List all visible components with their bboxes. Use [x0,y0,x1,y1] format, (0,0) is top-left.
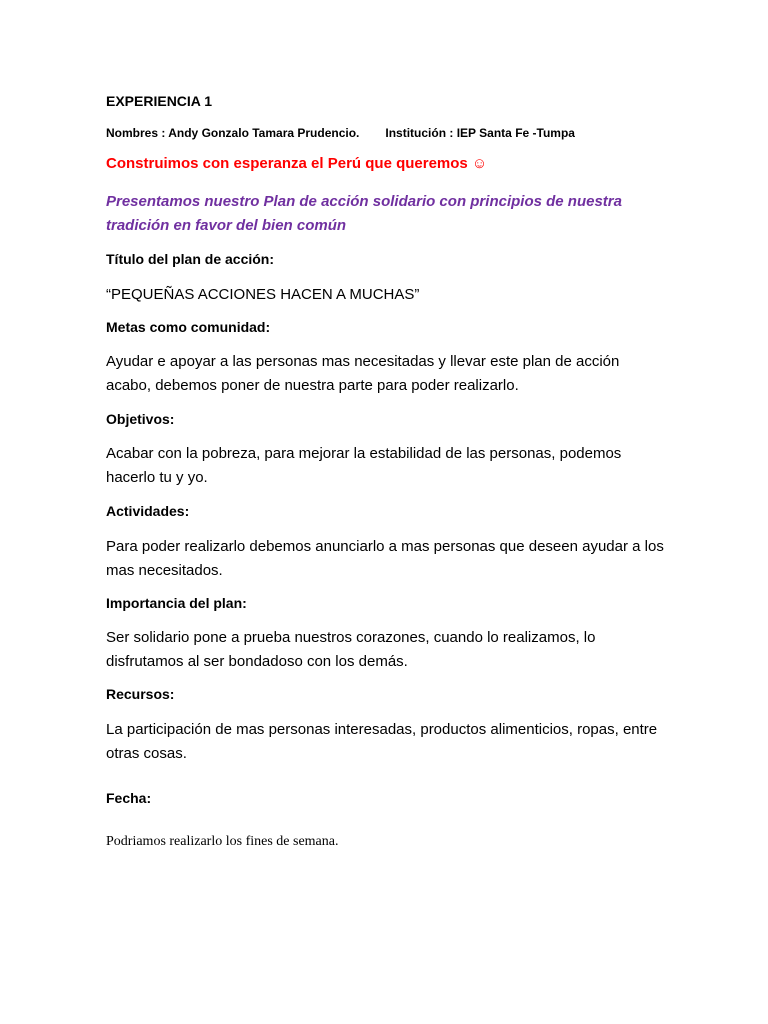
importance-text: Ser solidario pone a prueba nuestros corazones, cuando lo realizamos, lo disfrutamos al ser bondadoso con los demás. [106,629,596,670]
plan-title-label: Título del plan de acción: [106,251,275,267]
importance-label: Importancia del plan: [106,595,247,611]
author-info-row [106,126,575,140]
goals-label: Metas como comunidad: [106,319,271,335]
date-label: Fecha: [106,790,152,806]
institution-name: Institución : IEP Santa Fe -Tumpa [385,126,575,140]
experience-title: EXPERIENCIA 1 [106,93,213,109]
subheadline: Presentamos nuestro Plan de acción solidario con principios de nuestra tradición en favor del bien común [106,193,622,234]
resources-text: La participación de mas personas interesadas, productos alimenticios, ropas, entre otras cosas. [106,721,658,762]
goals-text: Ayudar e apoyar a las personas mas necesitadas y llevar este plan de acción acabo, debemos poner de nuestra parte para poder realizarlo. [106,353,620,394]
resources-label: Recursos: [106,686,175,702]
date-text: Podriamos realizarlo los fines de semana. [106,834,339,849]
activities-label: Actividades: [106,503,190,519]
author-names: Nombres : Andy Gonzalo Tamara Prudencio. [106,126,360,140]
objectives-text: Acabar con la pobreza, para mejorar la estabilidad de las personas, podemos hacerlo tu y yo. [106,445,622,486]
headline: Construimos con esperanza el Perú que queremos ☺ [106,155,488,172]
activities-text: Para poder realizarlo debemos anunciarlo a mas personas que deseen ayudar a los mas necesitados. [106,538,664,579]
plan-title-value: “PEQUEÑAS ACCIONES HACEN A MUCHAS” [106,286,420,303]
objectives-label: Objetivos: [106,411,175,427]
